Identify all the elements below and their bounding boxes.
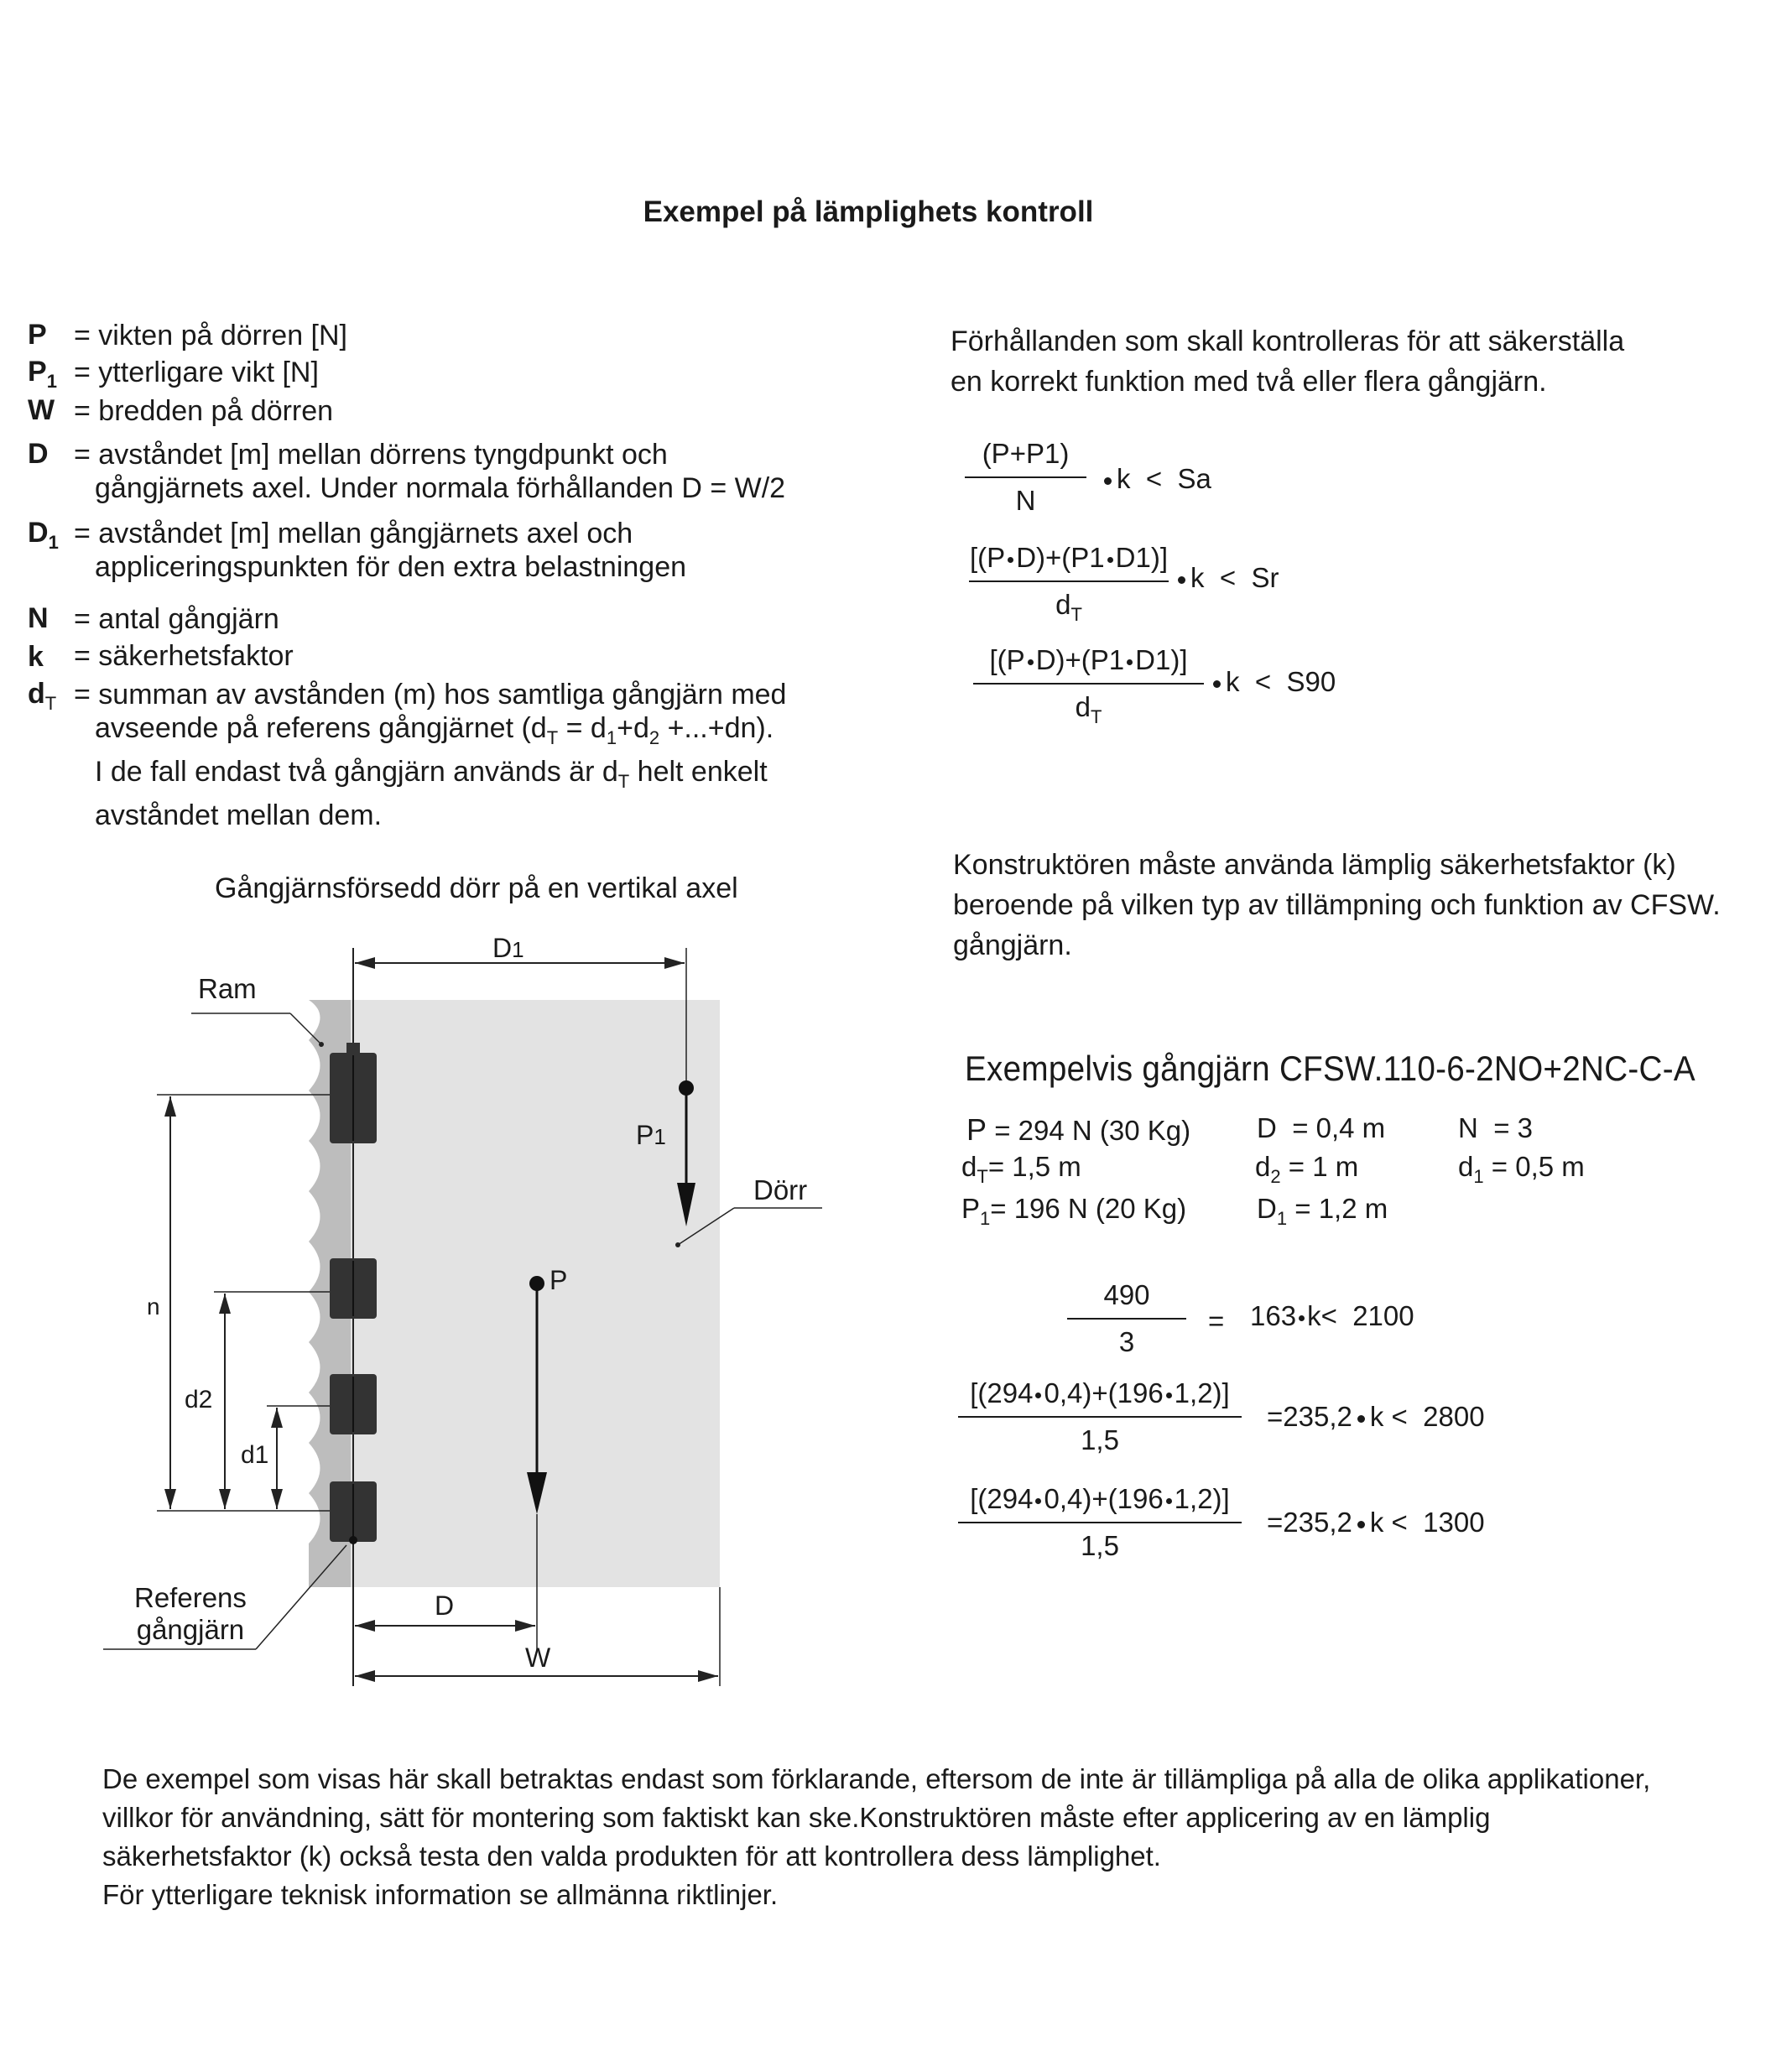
hinge-top [330, 1043, 377, 1143]
legend-text-D1: = avståndet [m] mellan gångjärnets axel och appliceringspunkten för den extra belastningen [74, 518, 687, 583]
label-D: D [435, 1590, 455, 1621]
label-d2: d2 [185, 1386, 213, 1413]
label-W: W [525, 1643, 551, 1673]
label-D1: D1 [492, 933, 524, 963]
legend-symbol-W: W [28, 394, 55, 426]
legend-text-D: = avståndet [m] mellan dörrens tyngdpunkt och gångjärnets axel. Under normala förhållanden D = W/2 [74, 439, 786, 504]
legend-symbol-D1: $D_1$ [28, 517, 59, 553]
legend-symbol-N: N [28, 602, 49, 634]
label-ram: Ram [198, 973, 257, 1004]
designer-note: Konstruktören måste använda lämplig säkerhetsfaktor (k) beroende på vilken typ av tillämpning och funktion av CFSW. gångjärn. [953, 849, 1721, 961]
hinge-reference [330, 1481, 377, 1544]
legend-symbol-P1: $P_1$ [28, 356, 57, 392]
label-d1: d1 [241, 1441, 269, 1469]
page-title: Exempel på lämplighets kontroll [643, 195, 1094, 228]
legend-text-P1: = ytterligare vikt [N] [74, 357, 319, 388]
legend-symbol-k: k [28, 641, 44, 673]
legend-symbol-P: P [28, 319, 47, 351]
diagram-caption: Gångjärnsförsedd dörr på en vertikal axel [215, 872, 738, 904]
label-n: n [147, 1294, 160, 1320]
legend-text-W: = bredden på dörren [74, 395, 334, 427]
label-reference-hinge: Referens gångjärn [134, 1582, 247, 1645]
hinged-door-diagram [0, 0, 889, 1720]
legend-text-k: = säkerhetsfaktor [74, 640, 294, 672]
legend-text-dT: = summan av avstånden (m) hos samtliga gångjärn med avseende på referens gångjärnet $(d_T = d_1+d_2 +...+dn)$. I de fall endast två gångjärn används är $d_T$ helt enkelt avståndet mellan dem. [74, 679, 787, 831]
hinge-3 [330, 1374, 377, 1434]
hinge-2 [330, 1258, 377, 1319]
footer-disclaimer: De exempel som visas här skall betraktas endast som förklarande, eftersom de inte är tillämpliga på alla de olika applikationer, villkor för användning, sätt för montering som faktiskt kan ske.Konstruktören måste efter applicering av en lämplig säkerhetsfaktor (k) också testa den valda produkten för att kontrollera dess lämplighet. För ytterligare teknisk information se allmänna riktlinjer. [102, 1763, 1651, 1910]
conditions-intro: Förhållanden som skall kontrolleras för att säkerställa en korrekt funktion med två eller flera gångjärn. [951, 325, 1625, 398]
label-door: Dörr [753, 1174, 808, 1205]
legend-symbol-D: D [28, 438, 49, 470]
label-P: P [550, 1265, 568, 1295]
legend-symbol-dT: $d_T$ [28, 678, 57, 714]
label-P1: P1 [636, 1120, 666, 1150]
legend-text-P: = vikten på dörren [N] [74, 320, 348, 351]
example-heading: Exempelvis gångjärn CFSW.110-6-2NO+2NC-C-A [965, 1049, 1695, 1088]
legend-text-N: = antal gångjärn [74, 603, 279, 635]
